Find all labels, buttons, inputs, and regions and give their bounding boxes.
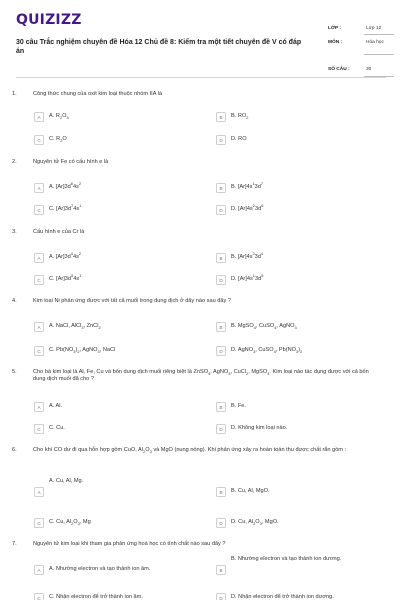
count-label: SỐ CÂU : bbox=[328, 67, 350, 72]
option-letter-badge: A bbox=[34, 322, 44, 332]
subject-underline bbox=[364, 54, 394, 55]
option-text: A. Cu, Al, Mg. bbox=[49, 478, 84, 484]
option-text: C. $Pb(NO_3)_2$, AgNO$_3$, NaCl bbox=[49, 347, 116, 355]
question-text: Kim loại Ni phản ứng được với tất cả muối trong dung dịch ở dãy nào sau đây ? bbox=[33, 298, 231, 304]
option-letter-badge: A bbox=[34, 487, 44, 497]
question-number: 3. bbox=[12, 229, 17, 235]
answer-option-c[interactable] bbox=[34, 205, 204, 217]
answer-option-d[interactable] bbox=[216, 346, 386, 358]
option-letter-badge: D bbox=[216, 518, 226, 528]
answer-option-b[interactable] bbox=[216, 112, 386, 124]
answer-option-b[interactable] bbox=[216, 322, 386, 334]
answer-option-a[interactable] bbox=[34, 565, 204, 577]
option-letter-badge: D bbox=[216, 275, 226, 285]
question-text: Cho khí CO dư đi qua hỗn hợp gồm CuO, $Al_2O_3$ và MgO (nung nóng). Khi phản ứng xảy ra hoàn toàn thu được chất rắn gồm : bbox=[33, 447, 347, 455]
option-letter-badge: C bbox=[34, 424, 44, 434]
option-text: A. Al. bbox=[49, 403, 63, 409]
option-text: D. $[Ar]4s^13d^5$ bbox=[231, 273, 264, 282]
option-text: C. $[Ar]3d^54s^1$ bbox=[49, 273, 82, 282]
option-text: D. $[Ar]4s^23d^6$ bbox=[231, 203, 264, 212]
option-letter-badge: D bbox=[216, 593, 226, 600]
answer-option-b[interactable] bbox=[216, 556, 386, 577]
option-text: B. $[Ar]4s^23d^4$ bbox=[231, 251, 264, 260]
worksheet-header bbox=[16, 12, 386, 78]
question-number: 1. bbox=[12, 91, 17, 97]
answer-option-b[interactable] bbox=[216, 183, 386, 195]
answer-option-b[interactable] bbox=[216, 253, 386, 265]
answer-option-b[interactable] bbox=[216, 402, 386, 414]
grade-value: Lớp 12 bbox=[366, 26, 382, 31]
question-text: Công thức chung của oxit kim loại thuộc nhóm IIA là bbox=[33, 91, 163, 97]
grade-underline bbox=[364, 34, 394, 35]
answer-option-a[interactable] bbox=[34, 112, 204, 124]
option-letter-badge: D bbox=[216, 424, 226, 434]
answer-option-c[interactable] bbox=[34, 593, 204, 600]
option-letter-badge: A bbox=[34, 565, 44, 575]
question-text: Nguyên tử kim loại khi tham gia phản ứng hoá học có tính chất nào sau đây ? bbox=[33, 541, 226, 547]
option-text: A. NaCl, AlCl$_3$, ZnCl$_2$ bbox=[49, 323, 101, 331]
option-text: A. Nhường electron và tạo thành ion âm. bbox=[49, 566, 151, 572]
page-title: 30 câu Trắc nghiệm chuyên đề Hóa 12 Chủ đề 8: Kiểm tra một tiết chuyên đề V có đáp án bbox=[16, 39, 302, 55]
option-letter-badge: B bbox=[216, 565, 226, 575]
header-divider bbox=[16, 77, 386, 78]
answer-option-b[interactable] bbox=[216, 487, 386, 499]
option-text: D. AgNO$_3$, CuSO$_4$, $Pb(NO_3)_2$ bbox=[231, 347, 303, 355]
answer-option-c[interactable] bbox=[34, 518, 204, 530]
answer-option-d[interactable] bbox=[216, 135, 386, 147]
question-text: Cho bà kim loại là Al, Fe, Cu và bốn dung dịch muối riêng biệt là ZnSO$_4$, AgNO$_3$, CuCl$_2$, MgSO$_4$. Kim loại nào tác dụng được với cả bốn dung dịch muối đã cho ? bbox=[33, 369, 369, 383]
option-letter-badge: B bbox=[216, 112, 226, 122]
option-letter-badge: A bbox=[34, 183, 44, 193]
question-number: 4. bbox=[12, 298, 17, 304]
answer-option-c[interactable] bbox=[34, 346, 204, 358]
option-letter-badge: B bbox=[216, 487, 226, 497]
option-text: D. RO bbox=[231, 136, 247, 142]
option-text: B. Cu, Al, MgO. bbox=[231, 488, 270, 494]
question-number: 5. bbox=[12, 369, 17, 375]
option-letter-badge: B bbox=[216, 402, 226, 412]
option-letter-badge: D bbox=[216, 205, 226, 215]
option-text: B. Fe. bbox=[231, 403, 246, 409]
answer-option-a[interactable] bbox=[34, 183, 204, 195]
option-letter-badge: C bbox=[34, 346, 44, 356]
option-letter-badge: A bbox=[34, 112, 44, 122]
option-letter-badge: D bbox=[216, 346, 226, 356]
option-letter-badge: C bbox=[34, 593, 44, 600]
option-text: D. Cu, $Al_2O_3$, MgO. bbox=[231, 519, 279, 527]
option-letter-badge: C bbox=[34, 135, 44, 145]
answer-option-d[interactable] bbox=[216, 518, 386, 530]
question-text: Nguyên tử Fe có cấu hình e là bbox=[33, 159, 109, 165]
option-text: B. Nhường electron và tạo thành ion dương. bbox=[231, 556, 342, 562]
option-text: C. Cu, $Al_2O_3$, Mg bbox=[49, 519, 91, 527]
option-text: C. $R_2O$ bbox=[49, 136, 67, 144]
grade-label: LỚP : bbox=[328, 26, 342, 31]
quizizz-logo: QUIZIZZ bbox=[16, 12, 82, 28]
option-text: B. $[Ar]4s^13d^7$ bbox=[231, 181, 264, 190]
option-letter-badge: B bbox=[216, 253, 226, 263]
subject-value: Hóa học bbox=[366, 40, 384, 45]
option-letter-badge: C bbox=[34, 518, 44, 528]
option-text: B. MgSO$_4$, CuSO$_4$, AgNO$_3$ bbox=[231, 323, 297, 331]
answer-option-d[interactable] bbox=[216, 593, 386, 600]
count-value: 30 bbox=[366, 67, 372, 72]
option-letter-badge: C bbox=[34, 205, 44, 215]
answer-option-a[interactable] bbox=[34, 322, 204, 334]
option-letter-badge: D bbox=[216, 135, 226, 145]
option-text: A. $[Ar]3d^64s^2$ bbox=[49, 181, 82, 190]
question-number: 6. bbox=[12, 447, 17, 453]
answer-option-c[interactable] bbox=[34, 424, 204, 436]
answer-option-d[interactable] bbox=[216, 424, 386, 436]
option-letter-badge: B bbox=[216, 322, 226, 332]
subject-label: MÔN : bbox=[328, 40, 343, 45]
option-text: D. Nhận electron để trở thành ion dương. bbox=[231, 594, 334, 600]
option-text: A. $[Ar]3d^44s^2$ bbox=[49, 251, 82, 260]
answer-option-d[interactable] bbox=[216, 205, 386, 217]
answer-option-c[interactable] bbox=[34, 135, 204, 147]
answer-option-c[interactable] bbox=[34, 275, 204, 287]
question-number: 2. bbox=[12, 159, 17, 165]
option-letter-badge: C bbox=[34, 275, 44, 285]
option-text: D. Không kim loại nào. bbox=[231, 425, 288, 431]
option-text: A. $R_2O_3$ bbox=[49, 113, 69, 121]
option-letter-badge: A bbox=[34, 402, 44, 412]
answer-option-d[interactable] bbox=[216, 275, 386, 287]
answer-option-a[interactable] bbox=[34, 478, 204, 499]
option-text: C. Nhận electron để trở thành ion âm. bbox=[49, 594, 143, 600]
answer-option-a[interactable] bbox=[34, 402, 204, 414]
option-text: C. Cu. bbox=[49, 425, 65, 431]
answer-option-a[interactable] bbox=[34, 253, 204, 265]
option-text: C. $[Ar]3d^74s^1$ bbox=[49, 203, 82, 212]
option-letter-badge: A bbox=[34, 253, 44, 263]
question-text: Cấu hình e của Cr là bbox=[33, 229, 85, 235]
option-text: B. $RO_2$ bbox=[231, 113, 249, 121]
option-letter-badge: B bbox=[216, 183, 226, 193]
question-number: 7. bbox=[12, 541, 17, 547]
